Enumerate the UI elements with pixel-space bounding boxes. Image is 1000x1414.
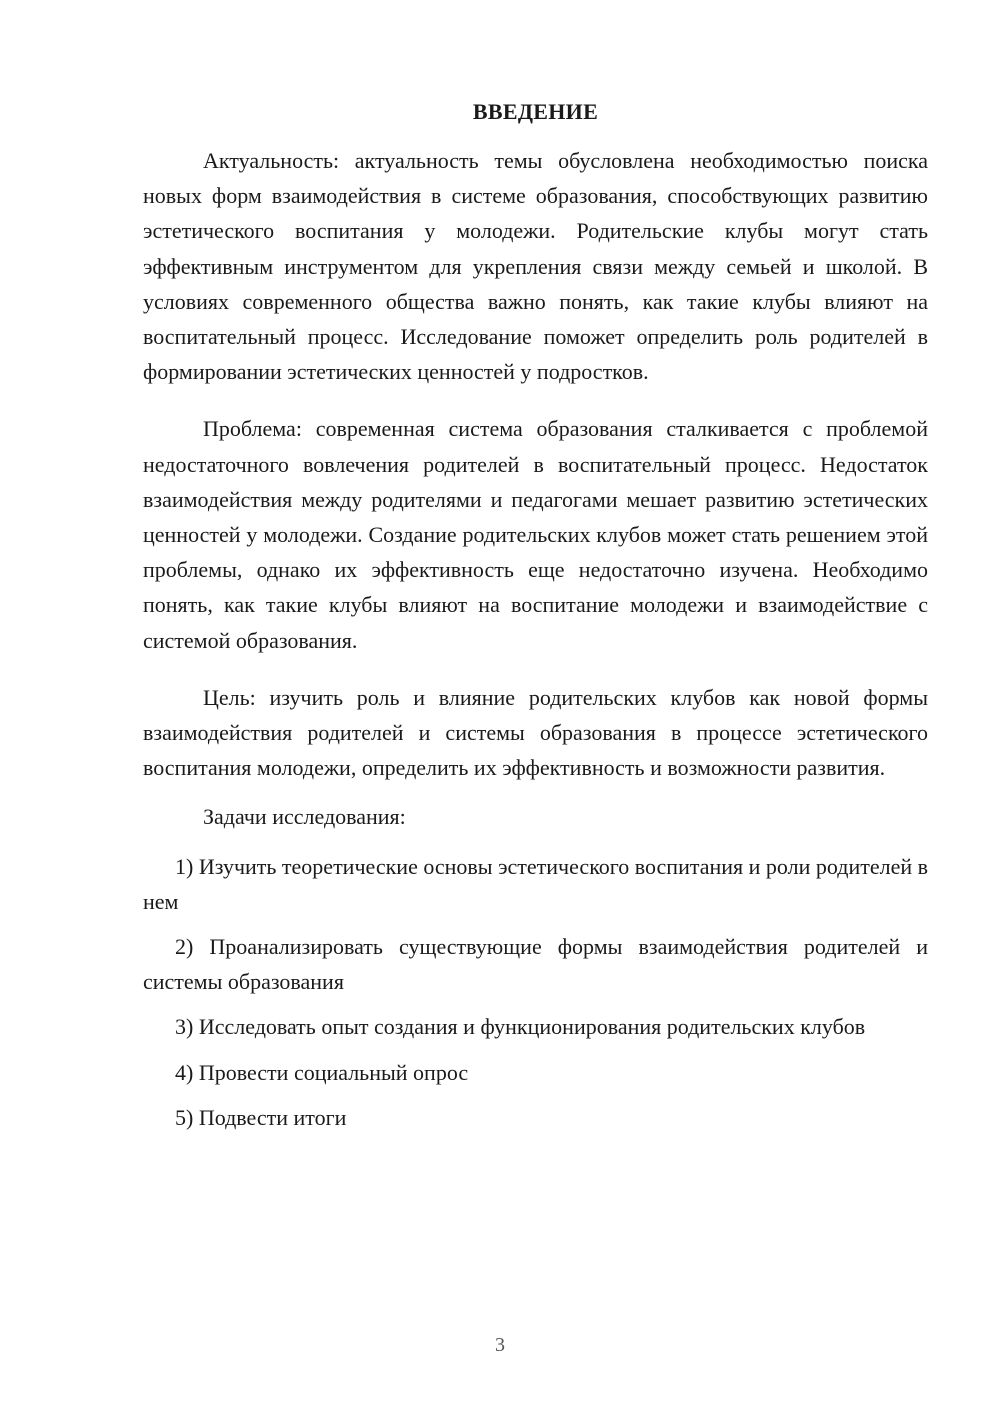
- paragraph-relevance: Актуальность: актуальность темы обусловлена необходимостью поиска новых форм взаимодействия в системе образования, способствующих развитию эстетического воспитания у молодежи. Родительские клубы могут стать эффективным инструментом для укрепления связи между семьей и школой. В условиях современного общества важно понять, как такие клубы влияют на воспитательный процесс. Исследование поможет определить роль родителей в формировании эстетических ценностей у подростков.: [143, 148, 928, 385]
- task-item-3: 3) Исследовать опыт создания и функционирования родительских клубов: [175, 1014, 866, 1040]
- task-item-1: 1) Изучить теоретические основы эстетического воспитания и роли родителей в нем: [143, 853, 929, 914]
- page-number: 3: [495, 1334, 505, 1356]
- section-title: ВВЕДЕНИЕ: [472, 99, 599, 124]
- tasks-heading: Задачи исследования:: [203, 804, 406, 830]
- paragraph-problem: Проблема: современная система образования сталкивается с проблемой недостаточного вовлечения родителей в воспитательный процесс. Недостаток взаимодействия между родителями и педагогами мешает развитию эстетических ценностей у молодежи. Создание родительских клубов может стать решением этой проблемы, однако их эффективность еще недостаточно изучена. Необходимо понять, как такие клубы влияют на воспитание молодежи и взаимодействие с системой образования.: [143, 416, 928, 653]
- task-item-4: 4) Провести социальный опрос: [175, 1059, 469, 1085]
- task-item-5: 5) Подвести итоги: [175, 1104, 347, 1130]
- paragraph-goal: Цель: изучить роль и влияние родительских клубов как новой формы взаимодействия родителей и системы образования в процессе эстетического воспитания молодежи, определить их эффективность и возможности развития.: [143, 684, 928, 781]
- task-item-2: 2) Проанализировать существующие формы взаимодействия родителей и системы образования: [143, 934, 928, 995]
- page-content: [143, 94, 928, 1135]
